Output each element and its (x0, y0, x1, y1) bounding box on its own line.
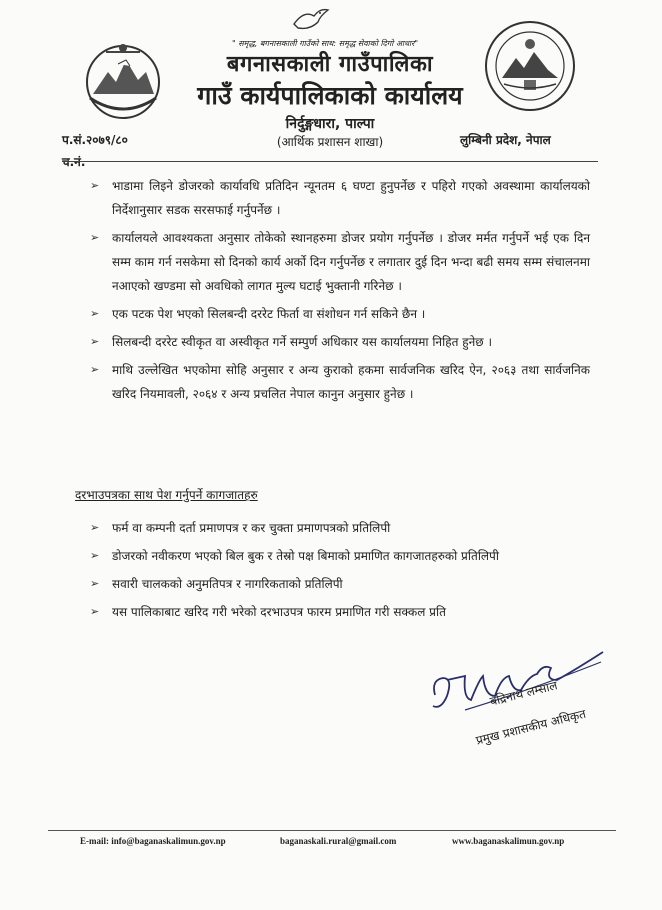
office-name: बगनासकाली गाउँपालिका (226, 52, 434, 77)
list-item: ➢ यस पालिकाबाट खरिद गरी भरेको दरभाउपत्र फारम प्रमाणित गरी सक्कल प्रति (90, 600, 590, 624)
list-item: ➢ कार्यालयले आवश्यकता अनुसार तोकेको स्थानहरुमा डोजर प्रयोग गर्नुपर्नेछ । डोजर मर्मत गर्नुपर्ने भई एक दिन सम्म काम गर्न नसकेमा सो दिनको कार्य अर्को दिन गर्नुपर्नेछ र लगातार दुई दिन भन्दा बढी समय सम्म संचालनमा नआएको खण्डमा सो अवधिको लागत मुल्य घटाई भुक्तानी गरिनेछ । (90, 226, 590, 298)
footer-gmail: baganaskali.rural@gmail.com (280, 836, 397, 846)
arrow-bullet-icon: ➢ (90, 231, 100, 244)
office-subtitle: गाउँ कार्यपालिकाको कार्यालय (197, 81, 463, 110)
documents-heading: दरभाउपत्रका साथ पेश गर्नुपर्ने कागजातहरु (75, 488, 258, 502)
arrow-bullet-icon: ➢ (90, 363, 100, 376)
footer-email: E-mail: info@baganaskalimun.gov.np (80, 836, 226, 846)
reference-number: प.सं.२०७९/८० (62, 133, 128, 147)
arrow-bullet-icon: ➢ (90, 521, 100, 534)
list-item: ➢ भाडामा लिइने डोजरको कार्यावधि प्रतिदिन न्यूनतम ६ घण्टा हुनुपर्नेछ र पहिरो गएको अवस्थामा कार्यालयको निर्देशानुसार सडक सरसफाई गर्नुपर्नेछ । (90, 174, 590, 222)
list-item: ➢ माथि उल्लेखित भएकोमा सोहि अनुसार र अन्य कुराको हकमा सार्वजनिक खरिद ऐन, २०६३ तथा सार्वजनिक खरिद नियमावली, २०६४ र अन्य प्रचलित नेपाल कानुन अनुसार हुनेछ । (90, 358, 590, 406)
motto: " समृद्ध, बगनासकाली गाउँको साथ: समृद्ध सेवाको दिगो आधार" (231, 39, 419, 48)
office-location: निर्दुङ्गधारा, पाल्पा (285, 116, 375, 132)
arrow-bullet-icon: ➢ (90, 549, 100, 562)
list-item: ➢ सिलबन्दी दररेट स्वीकृत वा अस्वीकृत गर्ने सम्पुर्ण अधिकार यस कार्यालयमा निहित हुनेछ । (90, 330, 590, 354)
province-label: लुम्बिनी प्रदेश, नेपाल (460, 133, 551, 147)
list-item: ➢ फर्म वा कम्पनी दर्ता प्रमाणपत्र र कर चुक्ता प्रमाणपत्रको प्रतिलिपी (90, 516, 590, 540)
arrow-bullet-icon: ➢ (90, 605, 100, 618)
arrow-bullet-icon: ➢ (90, 335, 100, 348)
signatory-name: बद्रिनाथ लम्साल (488, 678, 559, 709)
dove-icon (290, 4, 330, 34)
header-divider (62, 161, 598, 162)
documents-list (90, 516, 590, 628)
footer-website: www.baganaskalimun.gov.np (452, 836, 565, 846)
signatory-title: प्रमुख प्रशासकीय अधिकृत (474, 706, 588, 748)
list-item: ➢ सवारी चालकको अनुमतिपत्र र नागरिकताको प्रतिलिपी (90, 572, 590, 596)
conditions-list (90, 174, 590, 410)
list-item: ➢ एक पटक पेश भएको सिलबन्दी दररेट फिर्ता वा संशोधन गर्न सकिने छैन । (90, 302, 590, 326)
dispatch-number: च.नं. (62, 155, 86, 169)
arrow-bullet-icon: ➢ (90, 179, 100, 192)
arrow-bullet-icon: ➢ (90, 307, 100, 320)
list-item: ➢ डोजरको नवीकरण भएको बिल बुक र तेस्रो पक्ष बिमाको प्रमाणित कागजातहरुको प्रतिलिपी (90, 544, 590, 568)
footer-divider (48, 830, 616, 831)
arrow-bullet-icon: ➢ (90, 577, 100, 590)
office-branch: (आर्थिक प्रशासन शाखा) (276, 135, 384, 149)
